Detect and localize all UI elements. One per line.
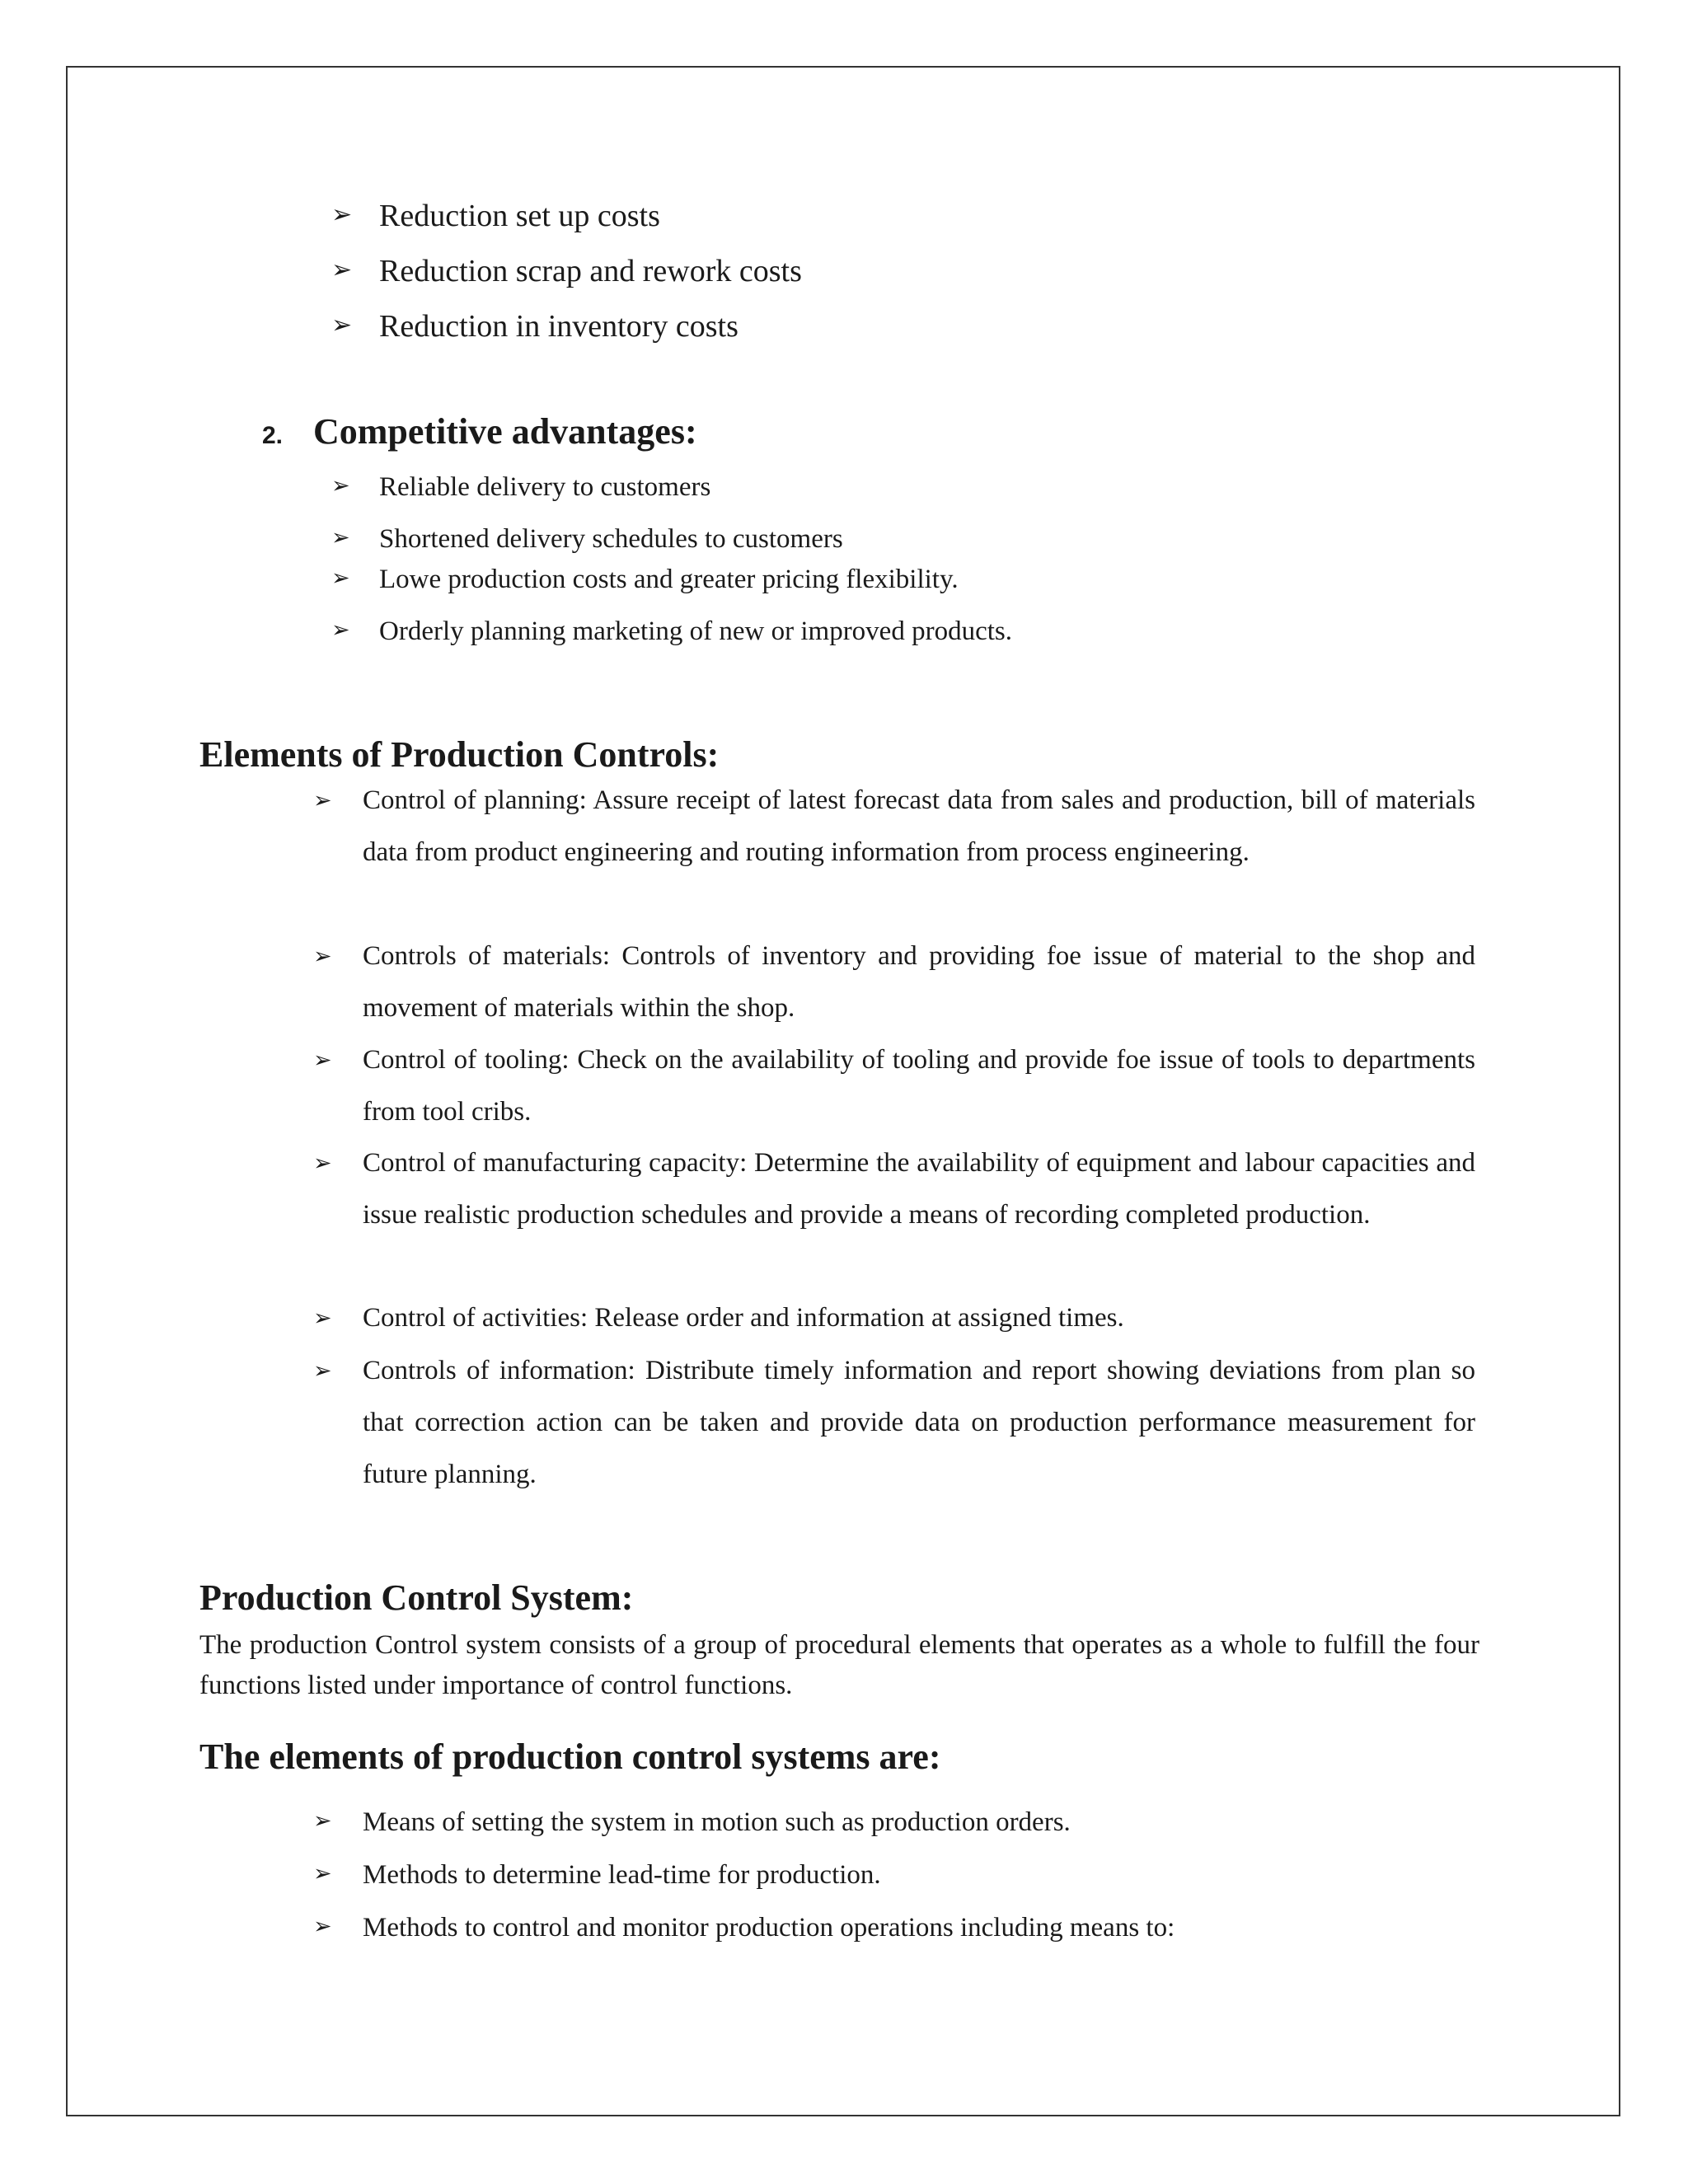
- list-item-text: Reduction in inventory costs: [379, 309, 738, 344]
- list-item: [331, 523, 843, 555]
- arrowhead-bullet-icon: ➢: [331, 311, 353, 340]
- arrowhead-bullet-icon: ➢: [331, 525, 350, 551]
- list-item: [313, 1806, 1071, 1839]
- arrowhead-bullet-icon: ➢: [331, 565, 350, 591]
- arrowhead-bullet-icon: ➢: [313, 1151, 332, 1176]
- list-item-text: Methods to control and monitor production operations including means to:: [363, 1913, 1175, 1943]
- list-item-text: Control of planning: Assure receipt of latest forecast data from sales and production, bill of materials data from product engineering and routing information from process engineering.: [363, 785, 1475, 867]
- arrowhead-bullet-icon: ➢: [313, 1808, 332, 1834]
- list-item-text: Control of tooling: Check on the availability of tooling and provide foe issue of tools to departments from tool cribs.: [363, 1045, 1475, 1127]
- system-elements-heading: The elements of production control systems are:: [199, 1736, 941, 1777]
- list-item: [331, 308, 738, 344]
- system-paragraph: The production Control system consists of a group of procedural elements that operates as a whole to fulfill the four functions listed under importance of control functions.: [199, 1630, 1479, 1700]
- arrowhead-bullet-icon: ➢: [331, 473, 350, 499]
- list-item-text: Control of activities: Release order and information at assigned times.: [363, 1303, 1124, 1333]
- elements-heading: Elements of Production Controls:: [199, 734, 720, 775]
- list-item: [313, 775, 1475, 879]
- list-item: [313, 1137, 1475, 1241]
- list-item: [313, 1911, 1175, 1944]
- list-item-text: Shortened delivery schedules to customers: [379, 524, 843, 554]
- section-number: 2.: [262, 422, 284, 449]
- arrowhead-bullet-icon: ➢: [313, 1047, 332, 1073]
- list-item-text: Orderly planning marketing of new or improved products.: [379, 616, 1012, 646]
- system-heading: Production Control System:: [199, 1577, 634, 1618]
- list-item-text: Methods to determine lead-time for production.: [363, 1860, 881, 1890]
- arrowhead-bullet-icon: ➢: [313, 1861, 332, 1886]
- list-item: [331, 471, 710, 504]
- list-item-text: Lowe production costs and greater pricing flexibility.: [379, 565, 959, 594]
- list-item: [331, 615, 1012, 648]
- arrowhead-bullet-icon: ➢: [331, 200, 353, 229]
- arrowhead-bullet-icon: ➢: [331, 255, 353, 284]
- section-heading: [262, 410, 697, 452]
- list-item: [313, 1858, 881, 1891]
- list-item: [331, 253, 802, 289]
- list-item: [313, 1034, 1475, 1138]
- list-item-text: Means of setting the system in motion such as production orders.: [363, 1807, 1071, 1837]
- arrowhead-bullet-icon: ➢: [313, 1358, 332, 1384]
- list-item-text: Controls of information: Distribute timely information and report showing deviations from plan so that correction action can be taken and provide data on production performance measurement for future planning.: [363, 1356, 1475, 1489]
- list-item-text: Reduction set up costs: [379, 199, 660, 233]
- section-title: Competitive advantages:: [313, 411, 697, 452]
- list-item: [313, 1345, 1475, 1501]
- list-item-text: Controls of materials: Controls of inventory and providing foe issue of material to the shop and movement of materials within the shop.: [363, 941, 1475, 1023]
- list-item: [331, 563, 959, 596]
- list-item-text: Control of manufacturing capacity: Determine the availability of equipment and labour capacities and issue realistic production schedules and provide a means of recording completed production.: [363, 1148, 1475, 1230]
- arrowhead-bullet-icon: ➢: [313, 944, 332, 969]
- arrowhead-bullet-icon: ➢: [331, 617, 350, 643]
- list-item: [313, 930, 1475, 1034]
- arrowhead-bullet-icon: ➢: [313, 1914, 332, 1939]
- list-item-text: Reliable delivery to customers: [379, 472, 711, 502]
- arrowhead-bullet-icon: ➢: [313, 1305, 332, 1331]
- arrowhead-bullet-icon: ➢: [313, 788, 332, 813]
- list-item-text: Reduction scrap and rework costs: [379, 254, 802, 288]
- list-item: [313, 1292, 1475, 1344]
- list-item: [331, 198, 660, 234]
